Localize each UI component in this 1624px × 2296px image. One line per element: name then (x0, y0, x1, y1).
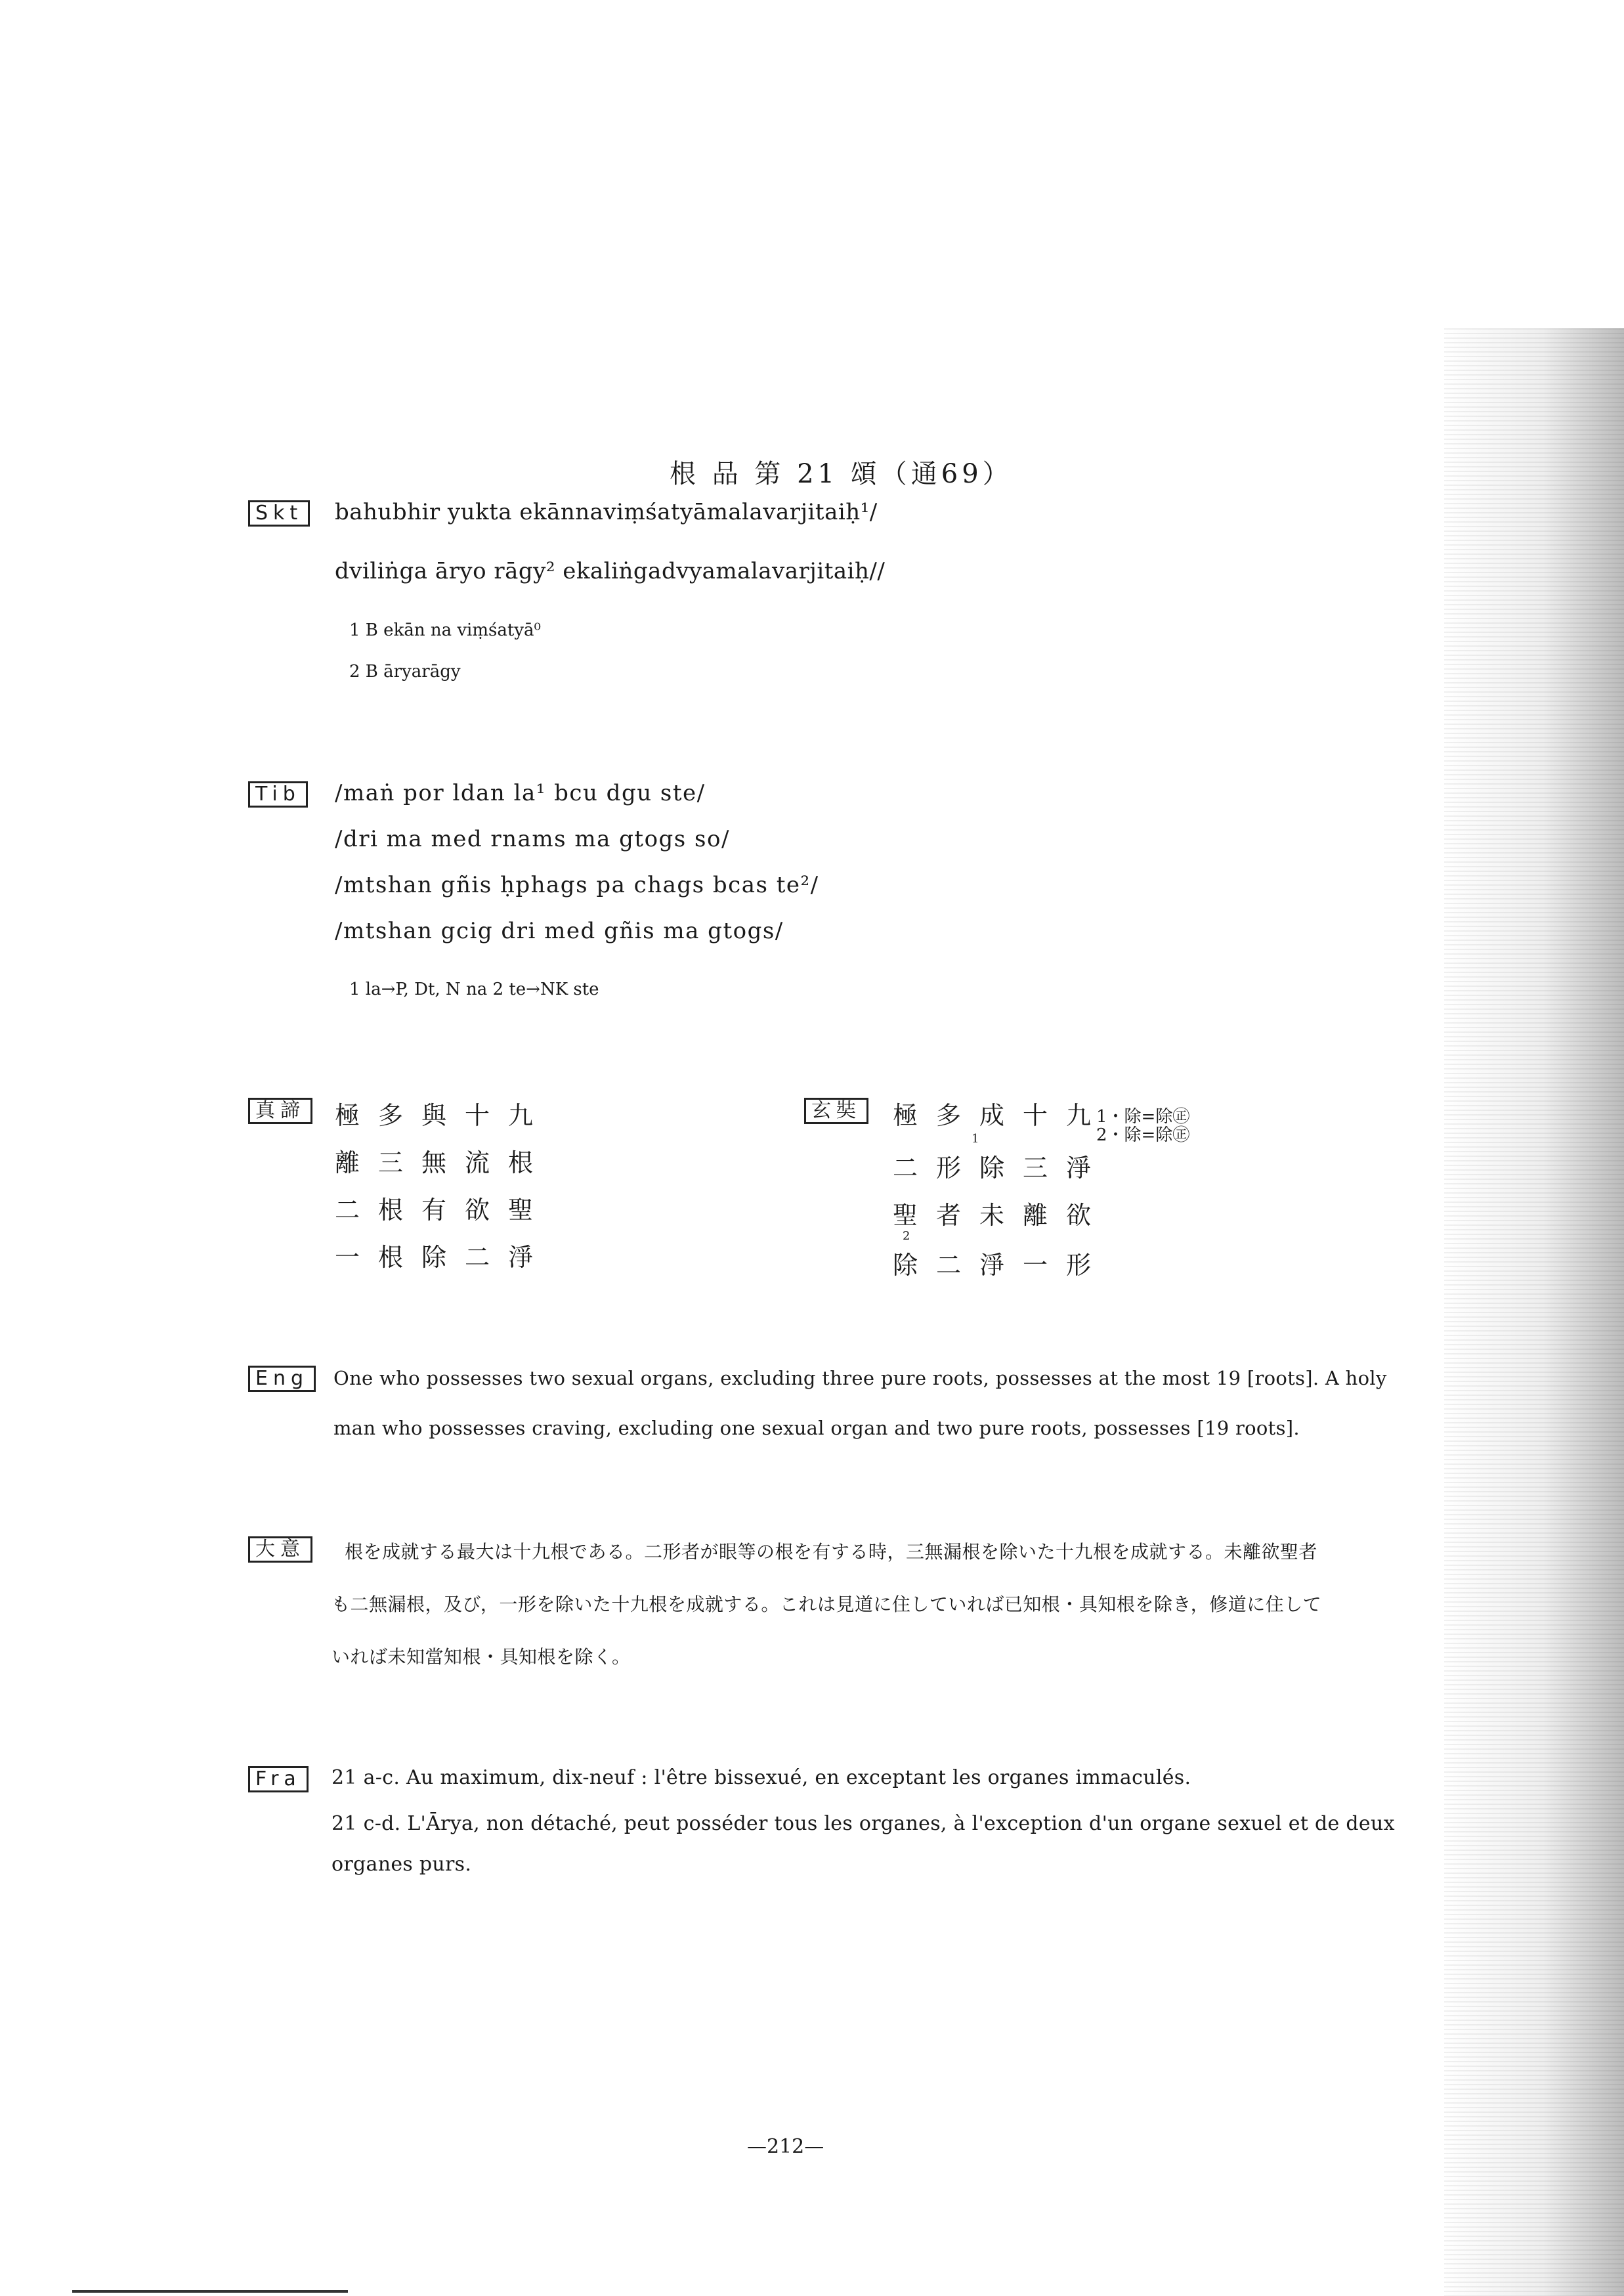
xuanzang-sup-2: 2 (903, 1229, 910, 1243)
paramartha-line-4: 一根除二淨 (335, 1243, 552, 1272)
tag-paramartha: 真諦 (248, 1098, 312, 1124)
eng-line-2: man who possesses craving, excluding one sexual organ and two pure roots, possesses [19 roots]. (333, 1417, 1300, 1439)
tag-skt: Skt (248, 500, 310, 527)
jp-line-1: 根を成就する最大は十九根である。二形者が眼等の根を有する時，三無漏根を除いた十九根を成就する。未離欲聖者 (345, 1541, 1318, 1563)
skt-note-2: 2 B āryarāgy (349, 662, 461, 682)
paramartha-line-1: 極多與十九 (335, 1101, 552, 1130)
scan-edge-shading (1444, 328, 1624, 2296)
jp-line-2: も二無漏根，及び，一形を除いた十九根を成就する。これは見道に住していれば已知根・具知根を除き，修道に住して (331, 1593, 1322, 1615)
xuanzang-line-1: 極多成十九 (893, 1101, 1110, 1130)
eng-line-1: One who possesses two sexual organs, excluding three pure roots, possesses at the most 19 [roots]. A holy (333, 1367, 1387, 1389)
xuanzang-line-2: 二形除三淨 (893, 1154, 1110, 1182)
xuanzang-note-2: 2・除=除㊣ (1096, 1125, 1190, 1145)
xuanzang-sup-1: 1 (972, 1132, 979, 1146)
fra-line-3: organes purs. (331, 1853, 472, 1876)
fra-line-2: 21 c-d. L'Ārya, non détaché, peut posséder tous les organes, à l'exception d'un organe sexuel et de deux (331, 1812, 1395, 1835)
tib-line-1: /maṅ por ldan la¹ bcu dgu ste/ (335, 780, 706, 806)
page-number: —212— (747, 2135, 824, 2158)
tib-line-2: /dri ma med rnams ma gtogs so/ (335, 826, 730, 852)
xuanzang-note-1: 1・除=除㊣ (1096, 1107, 1190, 1127)
paramartha-line-2: 離三無流根 (335, 1148, 552, 1177)
tib-line-3: /mtshan gñis ḥphags pa chags bcas te²/ (335, 872, 819, 898)
xuanzang-line-3: 聖者未離欲 (893, 1201, 1110, 1230)
tib-note: 1 la→P, Dt, N na 2 te→NK ste (349, 980, 599, 999)
tib-line-4: /mtshan gcig dri med gñis ma gtogs/ (335, 918, 784, 944)
bottom-rule (72, 2290, 348, 2293)
xuanzang-line-4: 除二淨一形 (893, 1251, 1110, 1280)
tag-eng: Eng (248, 1366, 316, 1392)
tag-tib: Tib (248, 781, 308, 808)
jp-line-3: いれば未知當知根・具知根を除く。 (331, 1646, 631, 1668)
skt-line-1: bahubhir yukta ekānnaviṃśatyāmalavarjitaiḥ¹/ (335, 499, 878, 525)
tag-jp-summary: 大意 (248, 1536, 312, 1563)
tag-xuanzang: 玄奘 (804, 1098, 868, 1124)
skt-line-2: dviliṅga āryo rāgy² ekaliṅgadvyamalavarjitaiḥ// (335, 558, 886, 584)
tag-fra: Fra (248, 1766, 309, 1792)
skt-note-1: 1 B ekān na viṃśatyā⁰ (349, 620, 541, 640)
paramartha-line-3: 二根有欲聖 (335, 1196, 552, 1224)
verse-title: 根 品 第 21 頌（通69） (670, 459, 1013, 489)
fra-line-1: 21 a-c. Au maximum, dix-neuf : l'être bissexué, en exceptant les organes immaculés. (331, 1766, 1191, 1789)
